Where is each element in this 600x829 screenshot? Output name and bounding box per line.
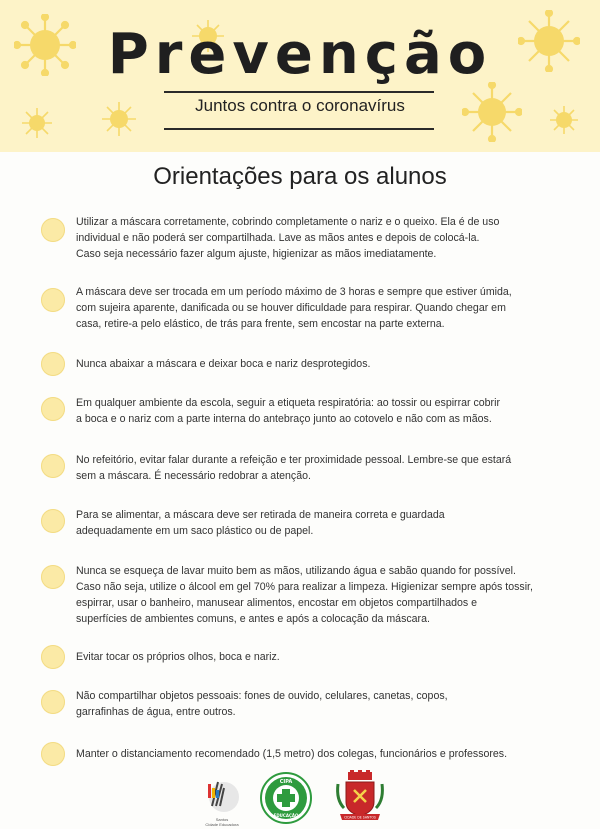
title-rule (164, 91, 434, 93)
list-item-text: A máscara deve ser trocada em um período máximo de 3 horas e sempre que estiver úmida, com sujeira aparente, danificada ou se houver dificuldade para respirar. Quando chegar em casa, retire-a pelo elástico, de trás para frente, sem encostar na parte externa. (76, 286, 512, 330)
school-logo (202, 776, 242, 816)
bullet-icon (41, 397, 65, 421)
list-item-text: Utilizar a máscara corretamente, cobrindo completamente o nariz e o queixo. Ela é de uso individual e não poderá ser compartilhada. Lave as mãos antes e depois de colocá-la. Caso seja necessário fazer algum ajuste, higienizar as mãos imediatamente. (76, 216, 500, 260)
bullet-icon (41, 218, 65, 242)
list-item-text: No refeitório, evitar falar durante a refeição e ter proximidade pessoal. Lembre-se que estará sem a máscara. É necessário redobrar a atenção. (76, 454, 512, 482)
cipa-logo-top-text: CIPA (279, 779, 293, 785)
page-title: Prevenção (107, 22, 493, 87)
school-logo-caption: Santos Cidade Educadora (205, 817, 239, 827)
list-item-text: Manter o distanciamento recomendado (1,5 metro) dos colegas, funcionários e professores. (76, 748, 508, 760)
bullet-icon (41, 288, 65, 312)
bullet-icon (41, 454, 65, 478)
list-item-text: Nunca abaixar a máscara e deixar boca e nariz desprotegidos. (76, 358, 371, 370)
subtitle-rule (164, 128, 434, 130)
cipa-logo-bottom-text: EDUCAÇÃO (273, 813, 299, 818)
city-crest-banner-text: CIDADE DE SANTOS (344, 815, 376, 820)
bullet-icon (41, 352, 65, 376)
list-item-text: Em qualquer ambiente da escola, seguir a etiqueta respiratória: ao tossir ou espirrar cobrir a boca e o nariz com a parte interna do antebraço junto ao cotovelo e não com as mãos. (76, 397, 500, 425)
list-item-text: Não compartilhar objetos pessoais: fones de ouvido, celulares, canetas, copos, garrafinhas de água, entre outros. (76, 690, 448, 718)
bullet-icon (41, 742, 65, 766)
city-crest-logo (334, 770, 386, 828)
bullet-icon (41, 565, 65, 589)
header-banner (0, 0, 600, 152)
section-title: Orientações para os alunos (153, 163, 447, 190)
bullet-icon (41, 690, 65, 714)
page-subtitle: Juntos contra o coronavírus (195, 96, 405, 115)
list-item-text: Evitar tocar os próprios olhos, boca e nariz. (76, 651, 280, 663)
footer-logos (0, 770, 600, 829)
bullet-icon (41, 645, 65, 669)
list-item-text: Nunca se esqueça de lavar muito bem as mãos, utilizando água e sabão quando for possível. Caso não seja, utilize o álcool em gel 70% para realizar a limpeza. Higienizar sempre após tossir, espirrar, usar o banheiro, manusear alimentos, encostar em objetos compartilhados e superfícies de ambientes comuns, e antes e após a colocação da máscara. (76, 565, 533, 625)
list-item-text: Para se alimentar, a máscara deve ser retirada de maneira correta e guardada adequadamente em um saco plástico ou de papel. (76, 509, 445, 537)
cipa-logo (260, 772, 312, 824)
bullet-icon (41, 509, 65, 533)
